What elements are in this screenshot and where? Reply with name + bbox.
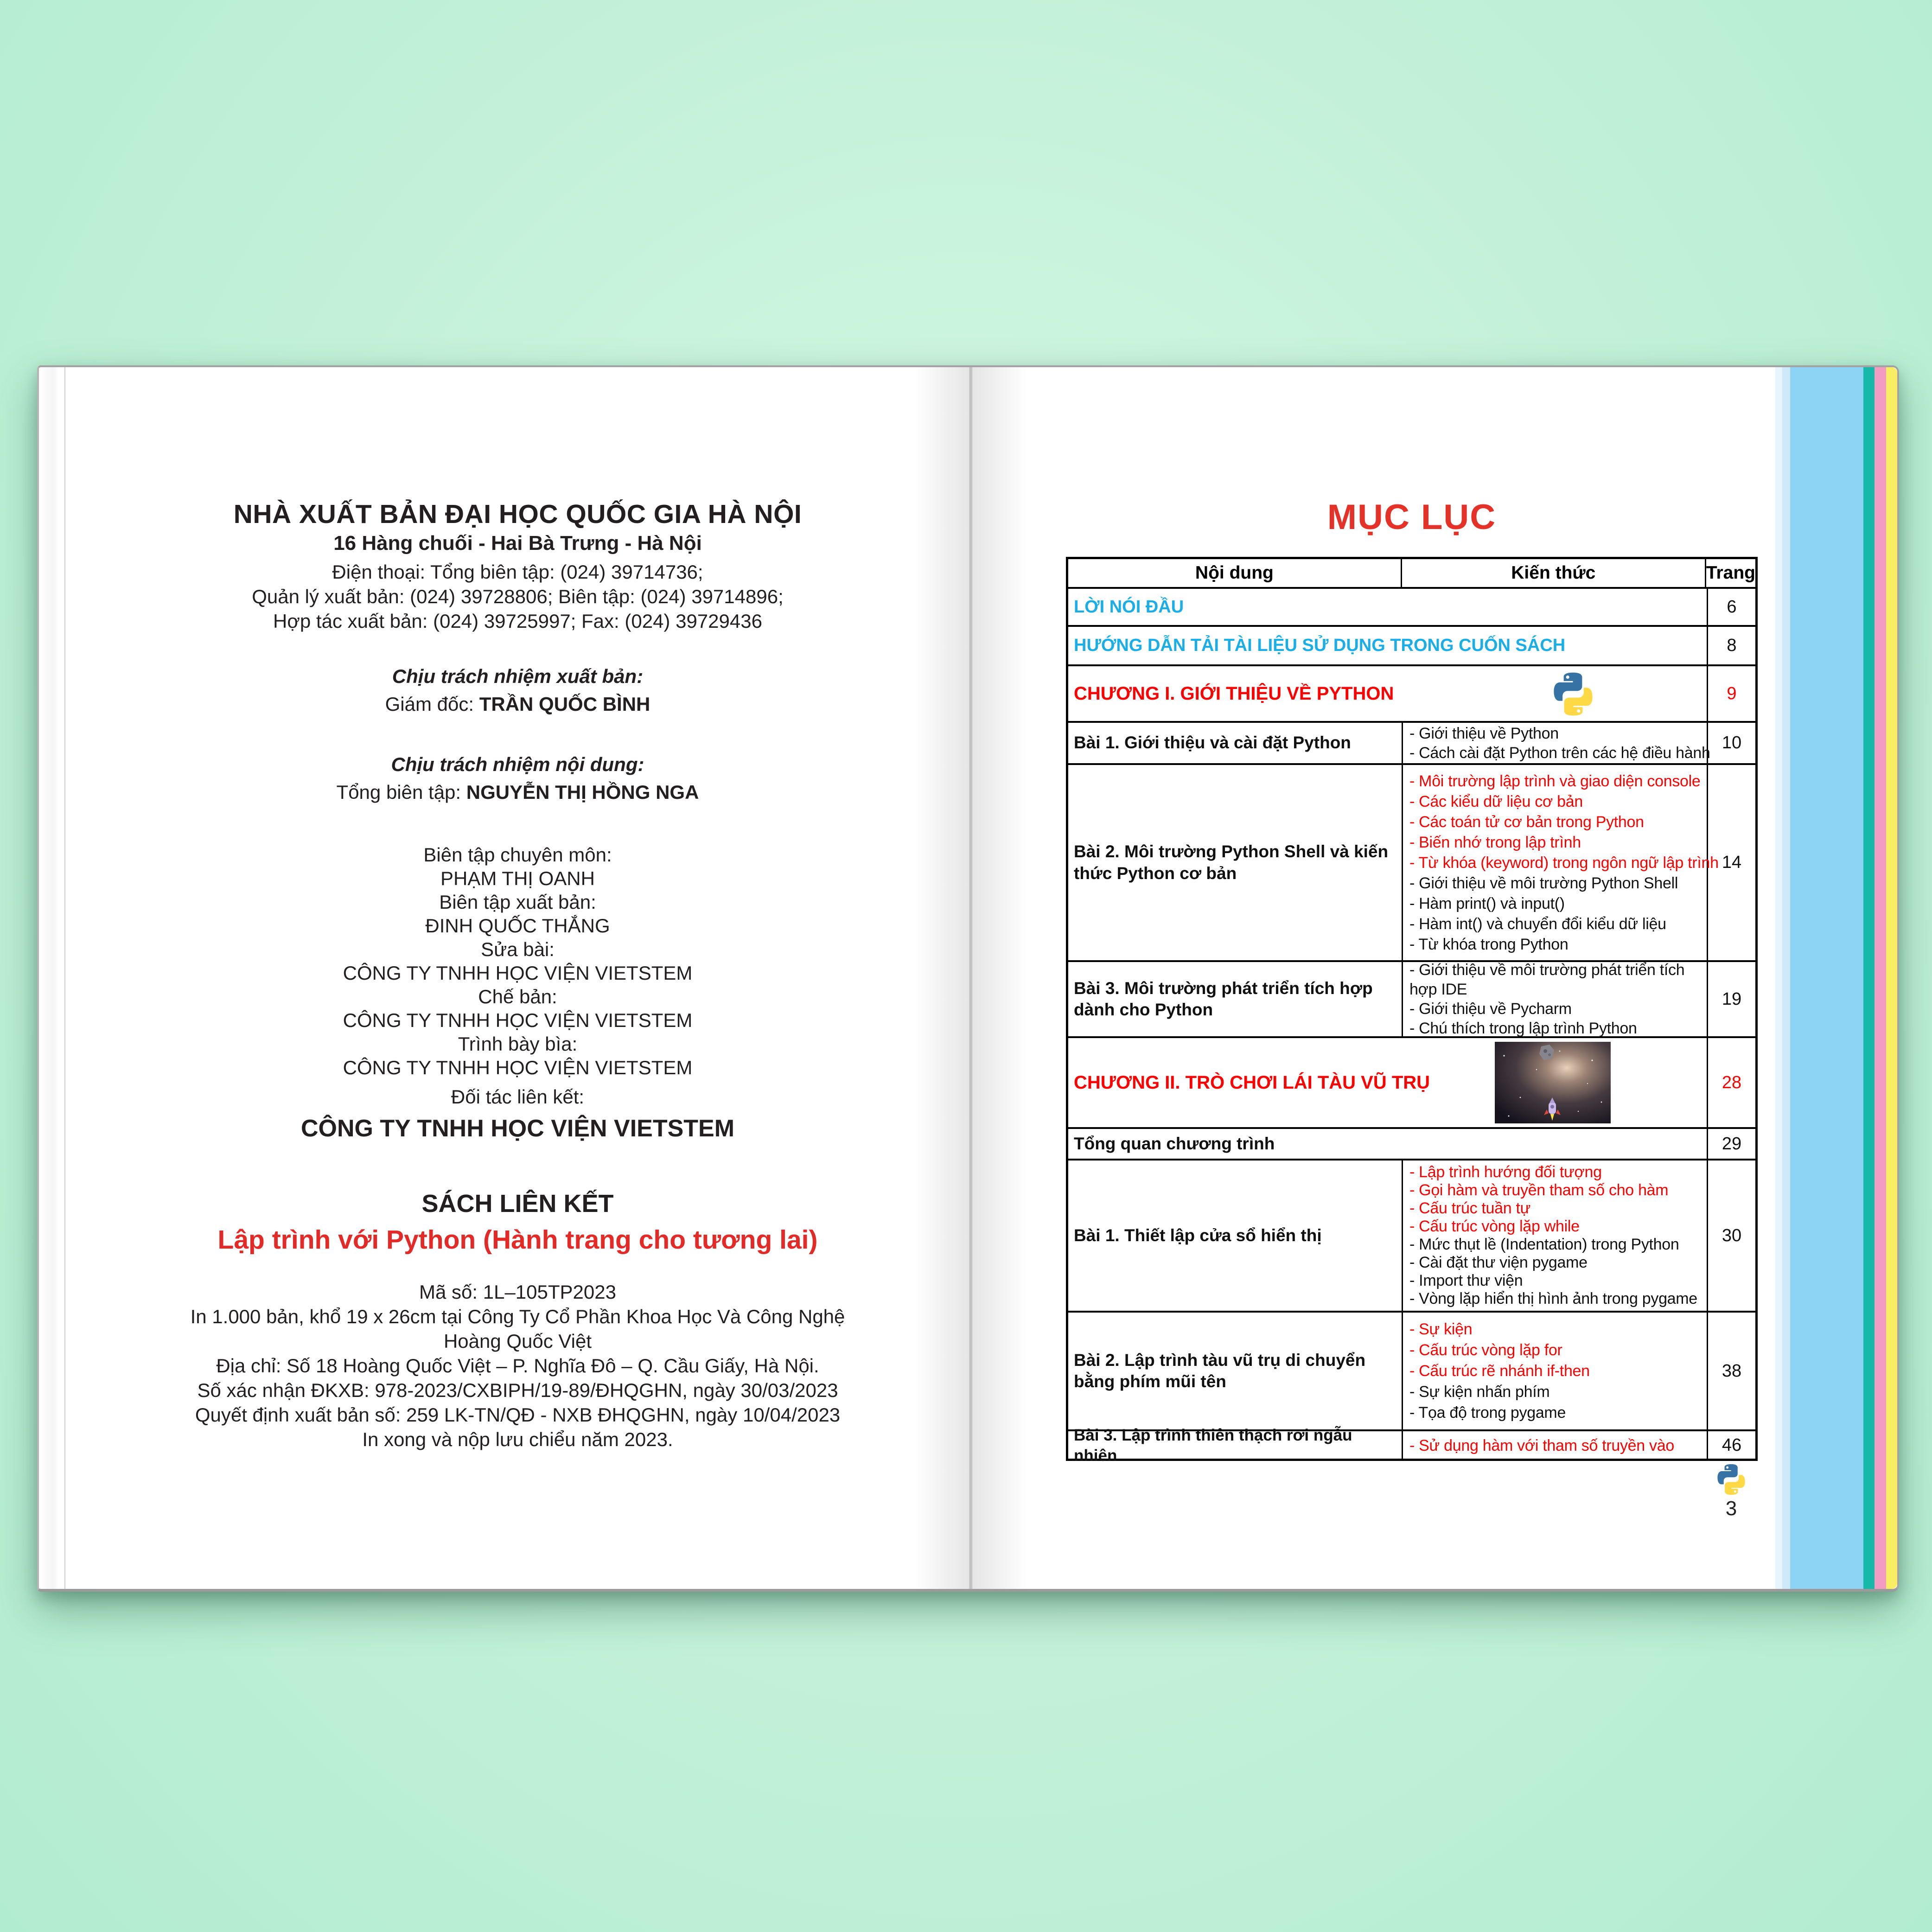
print-info-line: Số xác nhận ĐKXB: 978-2023/CXBIPH/19-89/ĐHQGHN, ngày 30/03/2023 [197,1379,838,1401]
toc-lesson-title: Bài 2. Môi trường Python Shell và kiến thức Python cơ bản [1068,765,1403,960]
toc-row-c1-bai-2 [1068,765,1755,962]
toc-row-c1-bai-3 [1068,962,1755,1038]
toc-page: 29 [1722,1134,1742,1154]
page-edge-strip-yellow [1886,367,1897,1589]
toc-row-chuong-2 [1068,1038,1755,1129]
book-spine [969,367,973,1589]
responsible-publishing-name: Giám đốc: TRẦN QUỐC BÌNH [385,693,650,715]
toc-chapter-title: CHƯƠNG I. GIỚI THIỆU VỀ PYTHON [1068,666,1708,721]
toc-knowledge-list: - Sử dụng hàm với tham số truyền vào [1403,1431,1708,1460]
toc-page: 19 [1722,989,1742,1009]
toc-row-loi-noi-dau [1068,589,1755,627]
toc-page: 38 [1722,1361,1742,1381]
toc-row-tong-quan [1068,1129,1755,1160]
publisher-phone-1: Điện thoại: Tổng biên tập: (024) 39714736; [332,561,703,583]
toc-header-kienthuc: Kiến thức [1402,559,1706,587]
toc-lesson-title: Bài 3. Lập trình thiên thạch rơi ngẫu nhiên [1068,1431,1403,1460]
print-info-line: In xong và nộp lưu chiểu năm 2023. [362,1428,673,1450]
folio-page-number: 3 [1725,1497,1737,1520]
toc-header-trang: Trang [1706,563,1755,583]
credit-value: PHẠM THỊ OANH [440,867,595,889]
toc-page: 14 [1722,853,1742,872]
toc-row-c2-bai-3 [1068,1426,1755,1465]
page-edge-strip [1782,367,1790,1589]
credit-label: Biên tập chuyên môn: [423,844,612,866]
toc-row-c2-bai-2 [1068,1313,1755,1431]
print-info-line: Địa chỉ: Số 18 Hoàng Quốc Việt – P. Nghĩa Đô – Q. Cầu Giấy, Hà Nội. [216,1355,819,1377]
credit-label: Sửa bài: [481,938,555,960]
print-info-line: Quyết định xuất bản số: 259 LK-TN/QĐ - NXB ĐHQGHN, ngày 10/04/2023 [195,1404,841,1426]
credit-label: Trình bày bìa: [458,1033,578,1055]
credit-value: CÔNG TY TNHH HỌC VIỆN VIETSTEM [343,962,693,984]
toc-title: MỤC LỤC [1327,497,1497,537]
partner-name: CÔNG TY TNHH HỌC VIỆN VIETSTEM [300,1115,735,1142]
python-logo-icon-small [1712,1462,1751,1497]
series-label: SÁCH LIÊN KẾT [421,1190,614,1218]
toc-page: 8 [1727,636,1737,655]
page-edge-strip [1775,367,1782,1589]
toc-row-chuong-1 [1068,666,1755,723]
toc-page: 10 [1722,733,1742,752]
responsible-content-heading: Chịu trách nhiệm nội dung: [391,753,644,775]
toc-knowledge-list: - Giới thiệu về môi trường phát triển tích hợp IDE - Giới thiệu về Pycharm - Chú thích trong lập trình Python [1403,962,1708,1036]
space-game-image [1495,1042,1611,1123]
toc-table [1066,557,1758,1465]
toc-chapter-title: CHƯƠNG II. TRÒ CHƠI LÁI TÀU VŨ TRỤ [1068,1038,1708,1127]
toc-knowledge-list: - Giới thiệu về Python - Cách cài đặt Python trên các hệ điều hành [1403,723,1708,763]
page-edge-strip-blue [1790,367,1863,1589]
toc-lesson-title: Bài 3. Môi trường phát triển tích hợp dành cho Python [1068,962,1403,1036]
credit-value: ĐINH QUỐC THẮNG [425,915,610,937]
credit-label: Chế bản: [478,986,557,1007]
toc-lesson-title: Bài 2. Lập trình tàu vũ trụ di chuyển bằng phím mũi tên [1068,1313,1403,1429]
credit-value: CÔNG TY TNHH HỌC VIỆN VIETSTEM [343,1057,693,1078]
credit-label: Biên tập xuất bản: [439,891,596,913]
toc-header-noidung: Nội dung [1068,559,1402,587]
publisher-address: 16 Hàng chuối - Hai Bà Trưng - Hà Nội [333,532,702,555]
toc-entry: Tổng quan chương trình [1068,1129,1708,1159]
toc-row-huong-dan [1068,627,1755,666]
publisher-phone-2: Quản lý xuất bản: (024) 39728806; Biên tập: (024) 39714896; [252,586,784,607]
print-info-line: Mã số: 1L–105TP2023 [419,1281,616,1303]
publisher-phone-3: Hợp tác xuất bản: (024) 39725997; Fax: (024) 39729436 [273,610,762,632]
open-book [37,365,1899,1592]
toc-row-c1-bai-1 [1068,723,1755,765]
toc-row-c2-bai-1 [1068,1160,1755,1313]
credit-value: CÔNG TY TNHH HỌC VIỆN VIETSTEM [343,1009,693,1031]
left-page-content [65,367,970,1589]
toc-knowledge-list: - Môi trường lập trình và giao diện console - Các kiểu dữ liệu cơ bản - Các toán tử cơ bản trong Python - Biến nhớ trong lập trình - Từ khóa (keyword) trong ngôn ngữ lập trình - Giới thiệu về môi trường Python Shell - Hàm print() và input() - Hàm int() và chuyển đổi kiểu dữ liệu - Từ khóa trong Python [1403,765,1708,960]
toc-knowledge-list: - Sự kiện - Cấu trúc vòng lặp for - Cấu trúc rẽ nhánh if-then - Sự kiện nhấn phím - Tọa độ trong pygame [1403,1313,1708,1429]
toc-page: 46 [1722,1435,1742,1455]
print-info-line: Hoàng Quốc Việt [443,1330,592,1352]
page-edge-strip-pink [1875,367,1886,1589]
toc-page: 6 [1727,597,1737,617]
toc-header-row [1068,559,1755,589]
toc-entry: LỜI NÓI ĐẦU [1068,589,1708,625]
page-edge-strip-teal [1863,367,1875,1589]
toc-page: 30 [1722,1225,1742,1245]
left-page-edge-stack [39,367,65,1589]
toc-entry: HƯỚNG DẪN TẢI TÀI LIỆU SỬ DỤNG TRONG CUỐN SÁCH [1068,627,1708,664]
toc-lesson-title: Bài 1. Giới thiệu và cài đặt Python [1068,723,1403,763]
responsible-publishing-heading: Chịu trách nhiệm xuất bản: [392,665,644,687]
toc-lesson-title: Bài 1. Thiết lập cửa sổ hiển thị [1068,1160,1403,1311]
publisher-title: NHÀ XUẤT BẢN ĐẠI HỌC QUỐC GIA HÀ NỘI [233,499,802,529]
partner-label: Đối tác liên kết: [451,1086,585,1108]
python-logo-icon [1546,670,1600,718]
responsible-content-name: Tổng biên tập: NGUYỄN THỊ HỒNG NGA [336,781,699,803]
toc-page: 28 [1722,1072,1742,1092]
toc-knowledge-list: - Lập trình hướng đối tượng - Gọi hàm và truyền tham số cho hàm - Cấu trúc tuần tự - Cấu trúc vòng lặp while - Mức thụt lề (Indentation) trong Python - Cài đặt thư viện pygame - Import thư viện - Vòng lặp hiển thị hình ảnh trong pygame [1403,1160,1708,1311]
book-title-red: Lập trình với Python (Hành trang cho tương lai) [217,1225,818,1255]
toc-page: 9 [1727,683,1737,703]
print-info-line: In 1.000 bản, khổ 19 x 26cm tại Công Ty Cổ Phần Khoa Học Và Công Nghệ [190,1306,845,1327]
